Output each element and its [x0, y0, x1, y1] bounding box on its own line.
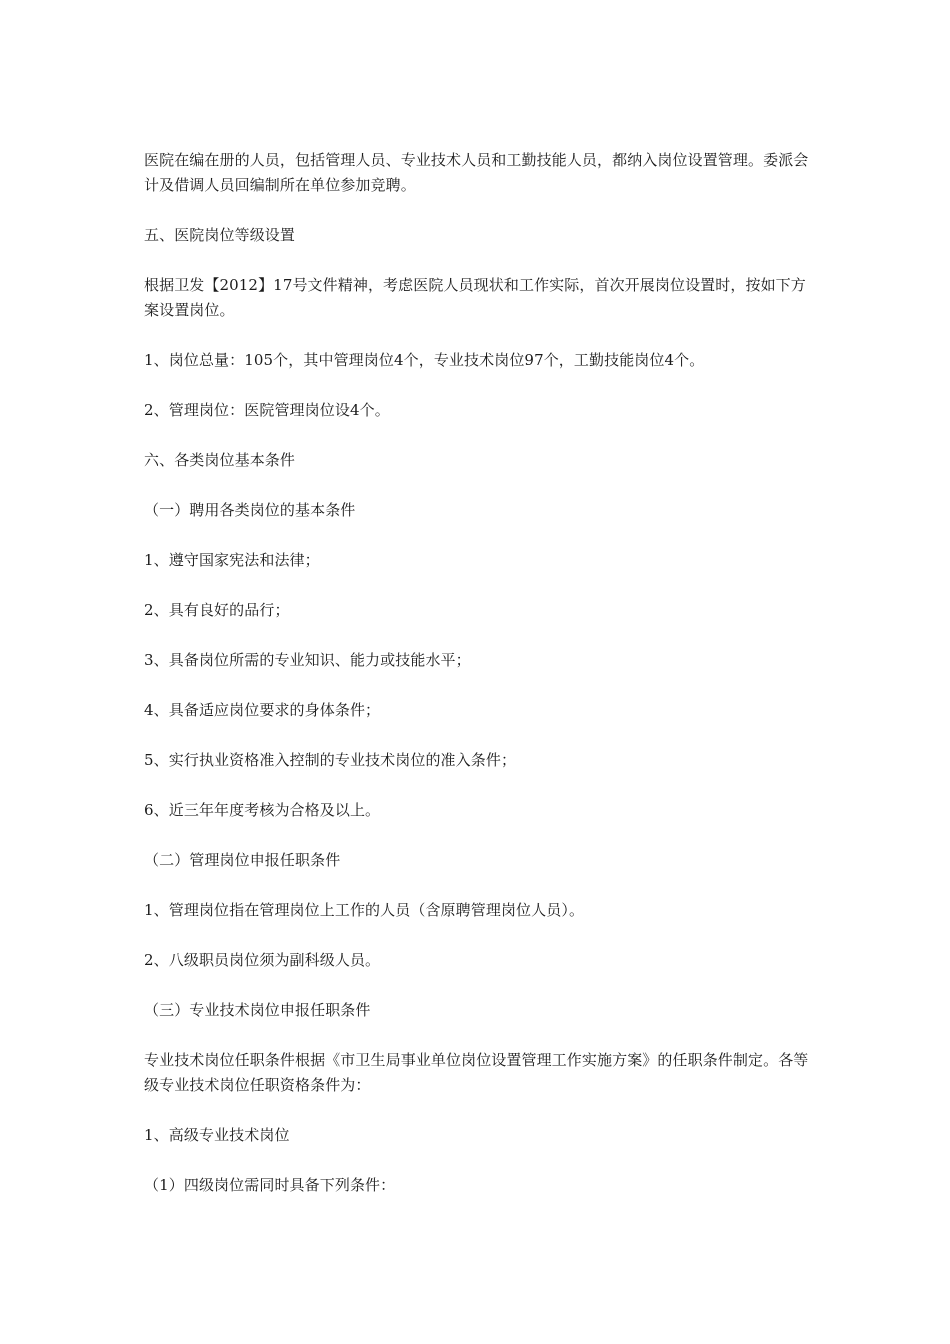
paragraph-technical-basis: 专业技术岗位任职条件根据《市卫生局事业单位岗位设置管理工作实施方案》的任职条件制定。各等级专业技术岗位任职资格条件为： — [144, 1051, 809, 1094]
list-item-condition-6: 6、近三年年度考核为合格及以上。 — [144, 801, 381, 819]
list-item-management-posts: 2、管理岗位：医院管理岗位设4个。 — [144, 401, 390, 419]
list-item-management-2: 2、八级职员岗位须为副科级人员。 — [144, 951, 381, 969]
paragraph-staff-scope: 医院在编在册的人员，包括管理人员、专业技术人员和工勤技能人员，都纳入岗位设置管理。委派会计及借调人员回编制所在单位参加竞聘。 — [144, 151, 809, 194]
list-item-condition-1: 1、遵守国家宪法和法律； — [144, 551, 320, 569]
list-item-condition-3: 3、具备岗位所需的专业知识、能力或技能水平； — [144, 651, 471, 669]
heading-section-5: 五、医院岗位等级设置 — [144, 226, 296, 244]
list-item-management-1: 1、管理岗位指在管理岗位上工作的人员（含原聘管理岗位人员）。 — [144, 901, 585, 919]
list-item-total-posts: 1、岗位总量：105个，其中管理岗位4个，专业技术岗位97个，工勤技能岗位4个。 — [144, 351, 705, 369]
paragraph-basis: 根据卫发【2012】17号文件精神，考虑医院人员现状和工作实际，首次开展岗位设置时，按如下方案设置岗位。 — [144, 276, 806, 319]
subheading-technical-conditions: （三）专业技术岗位申报任职条件 — [144, 1001, 371, 1019]
list-item-senior-technical: 1、高级专业技术岗位 — [144, 1126, 290, 1144]
list-item-condition-4: 4、具备适应岗位要求的身体条件； — [144, 701, 381, 719]
heading-section-6: 六、各类岗位基本条件 — [144, 451, 296, 469]
subheading-basic-conditions: （一）聘用各类岗位的基本条件 — [144, 501, 356, 519]
document-body — [144, 148, 812, 1223]
list-item-condition-2: 2、具有良好的品行； — [144, 601, 290, 619]
list-item-level-4: （1）四级岗位需同时具备下列条件： — [144, 1176, 396, 1194]
subheading-management-conditions: （二）管理岗位申报任职条件 — [144, 851, 341, 869]
list-item-condition-5: 5、实行执业资格准入控制的专业技术岗位的准入条件； — [144, 751, 517, 769]
